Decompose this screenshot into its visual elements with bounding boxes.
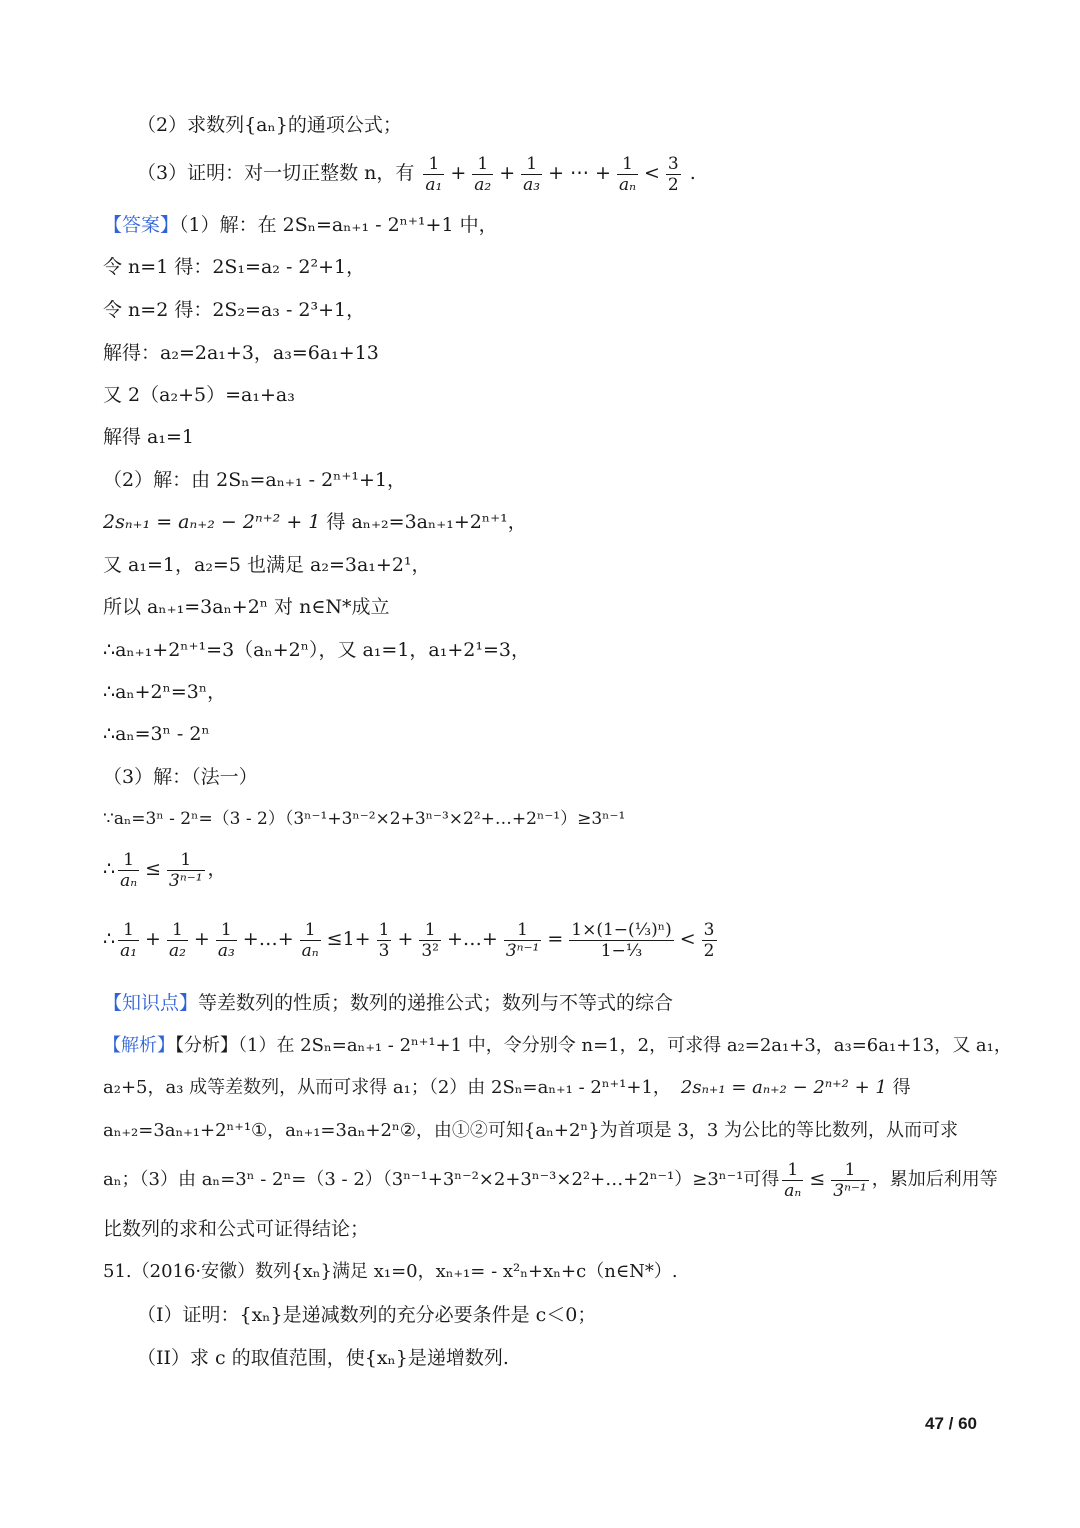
frac-1-3n1: $\frac{1}{\text{3ⁿ⁻¹}}$ bbox=[833, 1159, 867, 1201]
solution-line: ∵aₙ=3ⁿ - 2ⁿ=（3 - 2）（3ⁿ⁻¹+3ⁿ⁻²×2+3ⁿ⁻³×2²+…+2ⁿ⁻¹）≥3ⁿ⁻¹ bbox=[103, 809, 626, 829]
knowledge-point-text: 等差数列的性质；数列的递推公式；数列与不等式的综合 bbox=[198, 992, 674, 1014]
frac-1-an: $\frac{1}{\text{aₙ}}$ bbox=[120, 849, 138, 891]
frac-1-a2: $\frac{1}{\text{a₂}}$ bbox=[474, 153, 492, 195]
recurrence-formula: 2sₙ₊₁ = aₙ₊₂ − 2ⁿ⁺² + 1 bbox=[103, 511, 321, 533]
knowledge-point-tag: 【知识点】 bbox=[103, 992, 199, 1014]
answer-line bbox=[103, 212, 498, 238]
analysis-line: aₙ；（3）由 aₙ=3ⁿ - 2ⁿ=（3 - 2）（3ⁿ⁻¹+3ⁿ⁻²×2+3ⁿ⁻³×2²+…+2ⁿ⁻¹）≥3ⁿ⁻¹可得 $\frac{1}{\text{aₙ}}$ ≤ $\frac{1}{\text{3ⁿ⁻¹}}$ ，累加后利用等 bbox=[103, 1159, 998, 1201]
frac-3-2: $\frac{3}{2}$ bbox=[667, 153, 679, 195]
sum-inequality-line: ∴ $\frac{1}{\text{a₁}}$ + $\frac{1}{\text{a₂}}$ + $\frac{1}{\text{a₃}}$ +…+ $\frac{1}{\text{aₙ}}$ ≤1+ $\frac{1}{3}$ + $\frac{1}{\text{3²}}$ +…+ $\frac{1}{\text{3ⁿ⁻¹}}$ = $\frac{\text{1×(1−(⅓)ⁿ)}}{\text{1−⅓}}$ < $\frac{3}{2}$ bbox=[103, 919, 715, 961]
frac-1-an: $\frac{1}{\text{aₙ}}$ bbox=[301, 919, 319, 961]
question-part-3-text: （3）证明：对一切正整数 n，有 bbox=[137, 162, 415, 184]
solution-line: ∴aₙ₊₁+2ⁿ⁺¹=3（aₙ+2ⁿ），又 a₁=1，a₁+2¹=3， bbox=[103, 639, 531, 661]
analysis-line: a₂+5，a₃ 成等差数列，从而可求得 a₁；（2）由 2Sₙ=aₙ₊₁ - 2ⁿ⁺¹+1， 2sₙ₊₁ = aₙ₊₂ − 2ⁿ⁺² + 1 得 bbox=[103, 1077, 911, 1098]
solution-line: ∴aₙ=3ⁿ - 2ⁿ bbox=[103, 723, 210, 745]
frac-1-a1: $\frac{1}{\text{a₁}}$ bbox=[120, 919, 138, 961]
inequality-line: ∴ $\frac{1}{\text{aₙ}}$ ≤ $\frac{1}{\text{3ⁿ⁻¹}}$ ， bbox=[103, 849, 227, 891]
analysis-line: 【解析】【分析】（1）在 2Sₙ=aₙ₊₁ - 2ⁿ⁺¹+1 中，令分别令 n=1，2，可求得 a₂=2a₁+3，a₃=6a₁+13，又 a₁， bbox=[103, 1035, 1012, 1056]
solution-line: 2sₙ₊₁ = aₙ₊₂ − 2ⁿ⁺² + 1 得 aₙ₊₂=3aₙ₊₁+2ⁿ⁺¹， bbox=[103, 511, 527, 533]
frac-1-3n1: $\frac{1}{\text{3ⁿ⁻¹}}$ bbox=[505, 919, 540, 961]
frac-3-2: $\frac{3}{2}$ bbox=[703, 919, 715, 961]
solution-line: （2）解：由 2Sₙ=aₙ₊₁ - 2ⁿ⁺¹+1， bbox=[103, 469, 407, 491]
solution-line: 令 n=2 得：2S₂=a₃ - 2³+1， bbox=[103, 299, 366, 321]
solution-line: 令 n=1 得：2S₁=a₂ - 2²+1， bbox=[103, 256, 366, 278]
answer-text: （1）解：在 2Sₙ=aₙ₊₁ - 2ⁿ⁺¹+1 中， bbox=[179, 214, 498, 236]
page-number: 47 / 60 bbox=[925, 1414, 977, 1433]
frac-1-3n1: $\frac{1}{\text{3ⁿ⁻¹}}$ bbox=[169, 849, 203, 891]
question-51: 51.（2016·安徽）数列{xₙ}满足 x₁=0，xₙ₊₁= - x²ₙ+xₙ+c（n∈N*）. bbox=[103, 1261, 678, 1282]
analysis-tag: 【解析】 bbox=[103, 1035, 175, 1056]
frac-1-a3: $\frac{1}{\text{a₃}}$ bbox=[523, 153, 541, 195]
solution-line: 又 2（a₂+5）=a₁+a₃ bbox=[103, 384, 295, 406]
frac-geometric-sum: $\frac{\text{1×(1−(⅓)ⁿ)}}{\text{1−⅓}}$ bbox=[571, 919, 672, 961]
answer-tag: 【答案】 bbox=[103, 214, 180, 236]
solution-line: 解得 a₁=1 bbox=[103, 426, 194, 448]
analysis-line: 比数列的求和公式可证得结论； bbox=[103, 1218, 370, 1240]
frac-1-3sq: $\frac{1}{\text{3²}}$ bbox=[421, 919, 439, 961]
solution-line: （3）解：（法一） bbox=[103, 766, 258, 788]
frac-1-a2: $\frac{1}{\text{a₂}}$ bbox=[168, 919, 186, 961]
question-51-part-2: （II）求 c 的取值范围，使{xₙ}是递增数列. bbox=[137, 1347, 509, 1369]
analysis-line: aₙ₊₂=3aₙ₊₁+2ⁿ⁺¹①，aₙ₊₁=3aₙ+2ⁿ②，由①②可知{aₙ+2ⁿ}为首项是 3，3 为公比的等比数列，从而可求 bbox=[103, 1120, 959, 1141]
knowledge-point-line bbox=[103, 990, 673, 1016]
frac-1-a1: $\frac{1}{\text{a₁}}$ bbox=[425, 153, 443, 195]
solution-line: 解得：a₂=2a₁+3，a₃=6a₁+13 bbox=[103, 342, 379, 364]
frac-1-an: $\frac{1}{\text{aₙ}}$ bbox=[618, 153, 636, 195]
question-part-2: （2）求数列{aₙ}的通项公式； bbox=[137, 114, 402, 136]
solution-line: 又 a₁=1，a₂=5 也满足 a₂=3a₁+2¹， bbox=[103, 554, 431, 576]
frac-1-3: $\frac{1}{3}$ bbox=[378, 919, 390, 961]
question-51-part-1: （I）证明：{xₙ}是递减数列的充分必要条件是 c＜0； bbox=[137, 1304, 597, 1326]
solution-line: 所以 aₙ₊₁=3aₙ+2ⁿ 对 n∈N*成立 bbox=[103, 596, 390, 618]
question-part-3: （3）证明：对一切正整数 n，有 $\frac{1}{\text{a₁}}$ + $\frac{1}{\text{a₂}}$ + $\frac{1}{\text{a₃}}$ + ⋯ + $\frac{1}{\text{aₙ}}$ < $\frac{3}{2}$ . bbox=[137, 153, 696, 195]
frac-1-an: $\frac{1}{\text{aₙ}}$ bbox=[784, 1159, 802, 1201]
frac-1-a3: $\frac{1}{\text{a₃}}$ bbox=[217, 919, 235, 961]
solution-line: ∴aₙ+2ⁿ=3ⁿ， bbox=[103, 681, 227, 703]
